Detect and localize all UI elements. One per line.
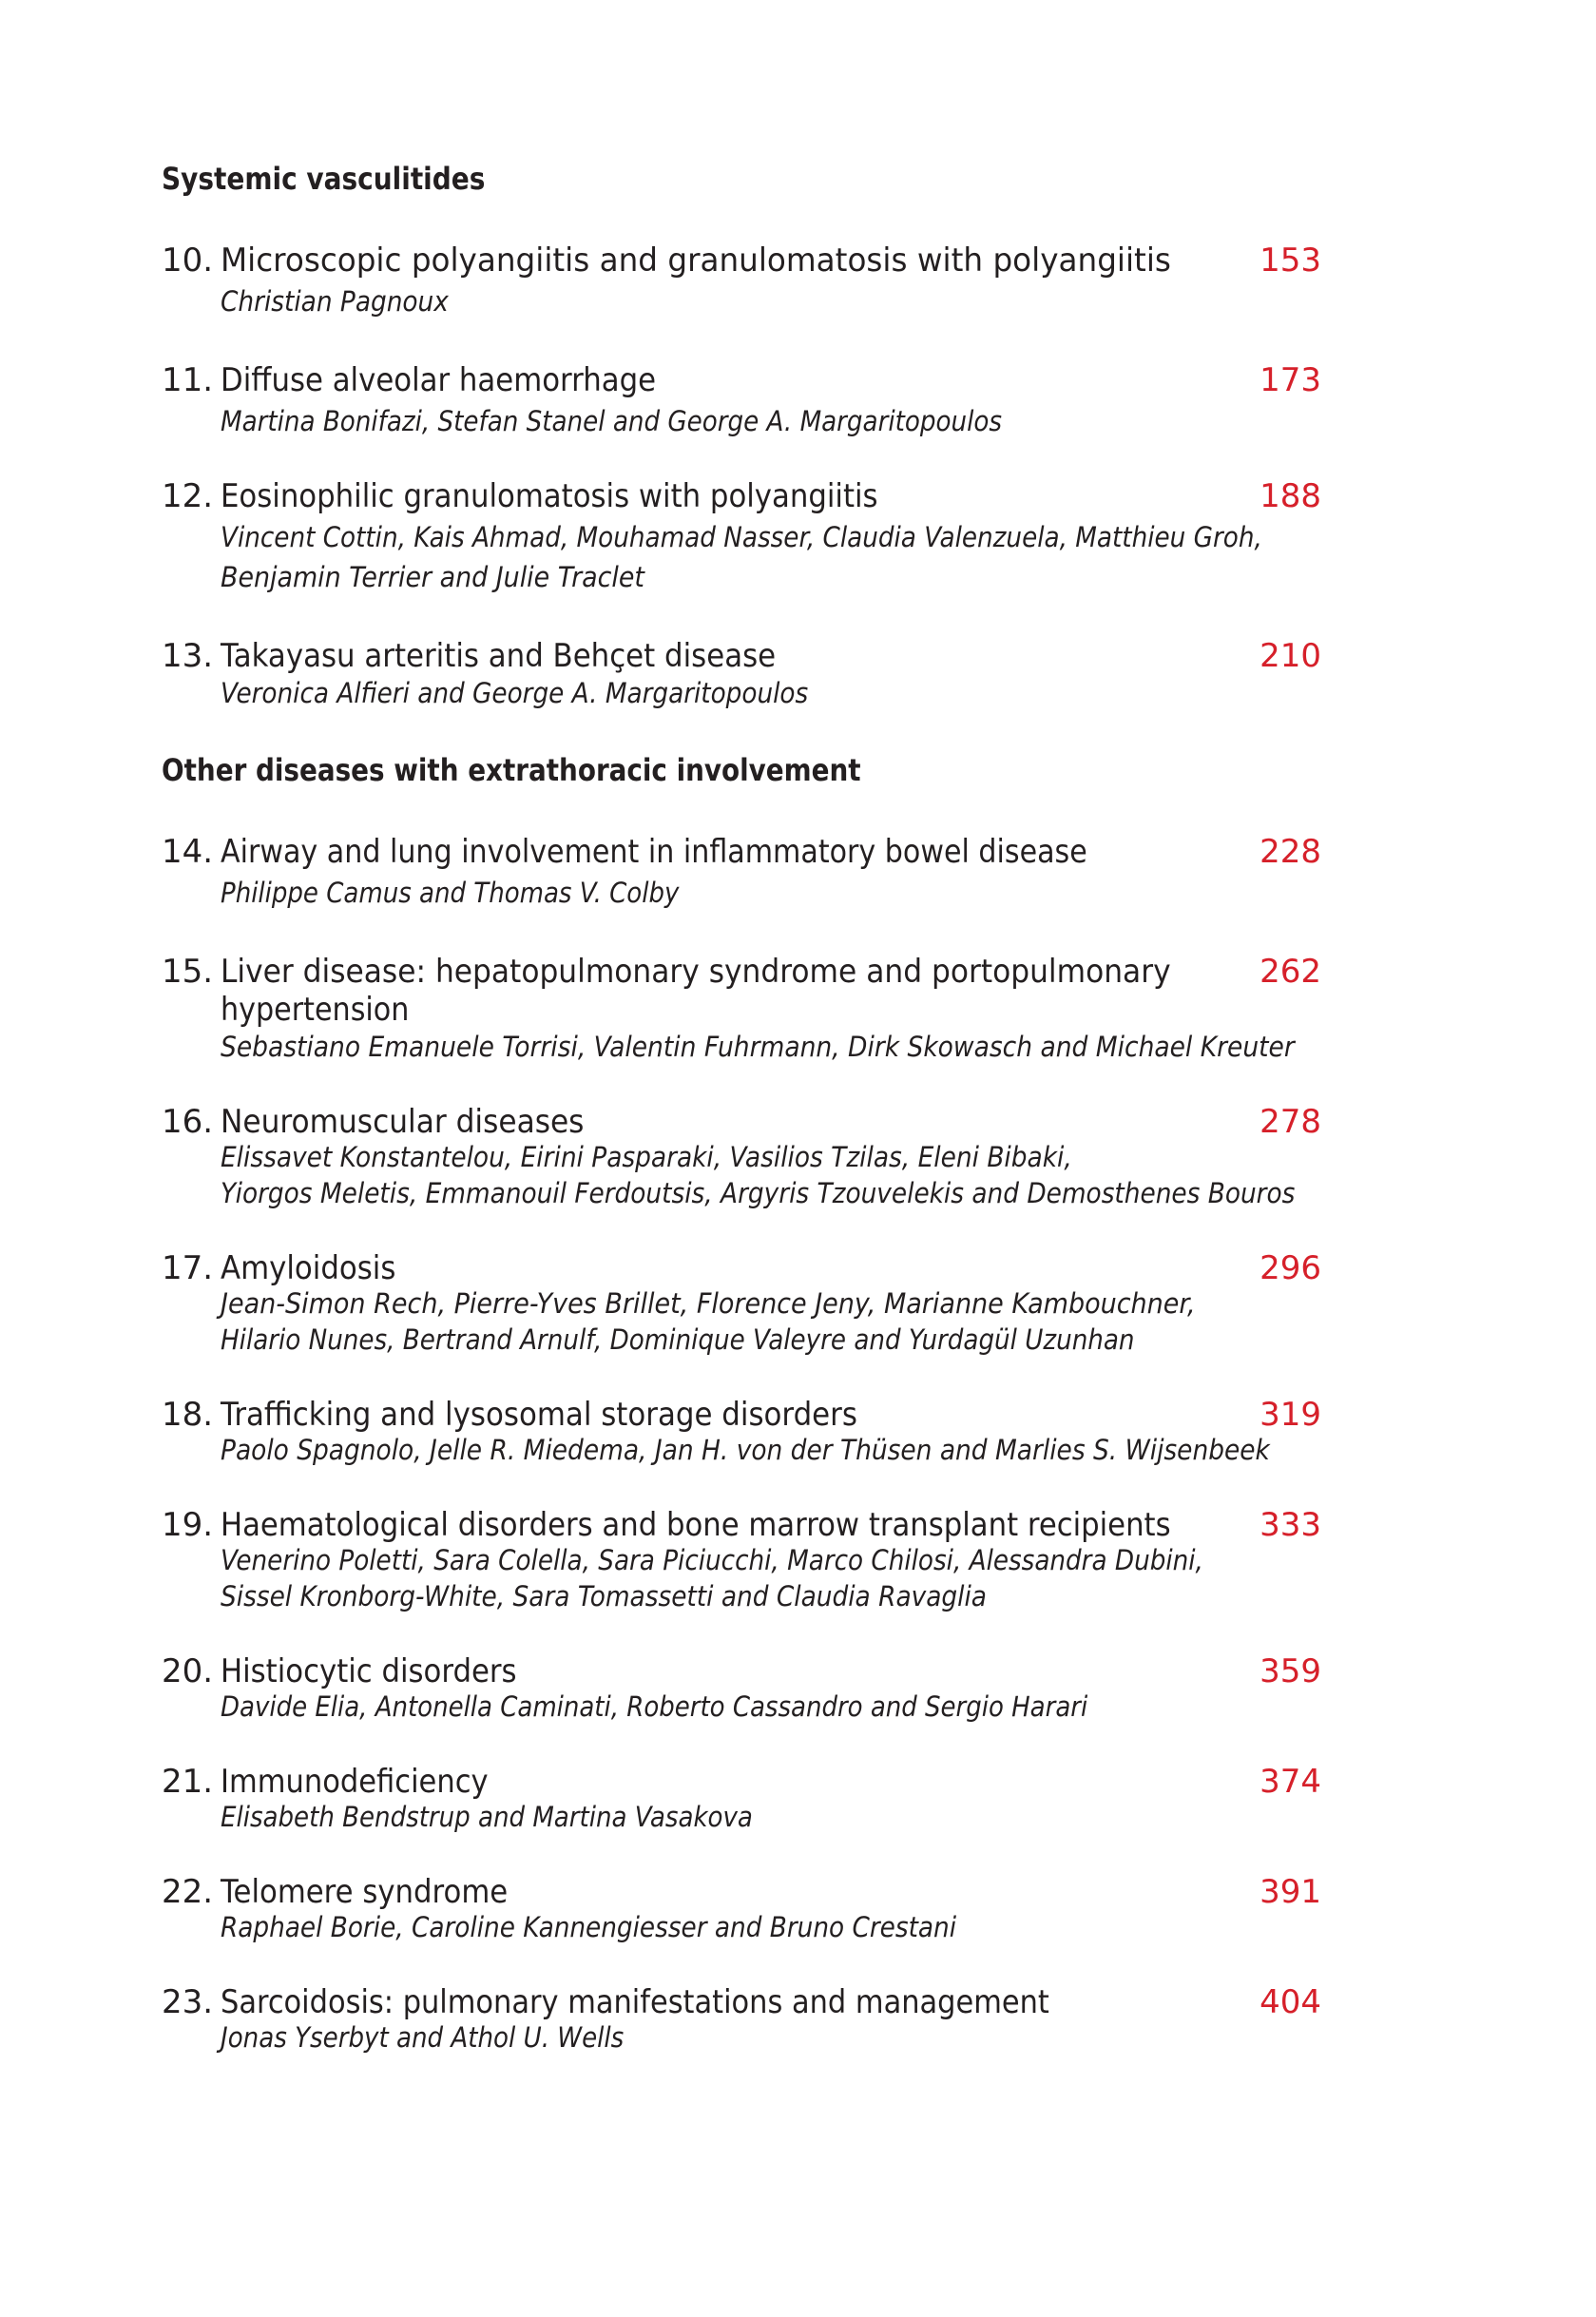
entry-authors: Jonas Yserbyt and Athol U. Wells: [221, 2021, 625, 2054]
entry-title: Takayasu arteritis and Behçet disease: [221, 637, 777, 675]
section-heading-systemic-vasculitides: Systemic vasculitides: [162, 161, 486, 197]
entry-authors-line-1: Vincent Cottin, Kais Ahmad, Mouhamad Nasser, Claudia Valenzuela, Matthieu Groh,: [221, 521, 1262, 553]
entry-authors: Elisabeth Bendstrup and Martina Vasakova: [221, 1801, 753, 1833]
entry-number: 17.: [162, 1249, 214, 1287]
entry-number: 14.: [162, 833, 214, 871]
entry-title-line-2: hypertension: [221, 991, 410, 1029]
entry-page-number: 173: [1259, 361, 1321, 399]
entry-title-line-1: Liver disease: hepatopulmonary syndrome and portopulmonary: [221, 953, 1171, 991]
entry-page-number: 333: [1259, 1506, 1321, 1544]
entry-title: Microscopic polyangiitis and granulomatosis with polyangiitis: [221, 241, 1171, 280]
entry-number: 20.: [162, 1652, 214, 1690]
entry-page-number: 391: [1259, 1873, 1321, 1911]
entry-title: Eosinophilic granulomatosis with polyangiitis: [221, 477, 878, 515]
table-of-contents-page: [162, 0, 1388, 2317]
entry-authors-line-2: Sissel Kronborg-White, Sara Tomassetti and Claudia Ravaglia: [221, 1580, 987, 1612]
entry-page-number: 188: [1259, 477, 1321, 515]
entry-authors: Christian Pagnoux: [221, 285, 449, 318]
entry-authors: Philippe Camus and Thomas V. Colby: [221, 877, 680, 909]
entry-page-number: 404: [1259, 1983, 1321, 2021]
entry-authors: Davide Elia, Antonella Caminati, Roberto Cassandro and Sergio Harari: [221, 1690, 1088, 1723]
entry-number: 19.: [162, 1506, 214, 1544]
entry-title: Amyloidosis: [221, 1249, 396, 1287]
entry-authors-line-1: Venerino Poletti, Sara Colella, Sara Piciucchi, Marco Chilosi, Alessandra Dubini,: [221, 1544, 1203, 1576]
entry-page-number: 278: [1259, 1103, 1321, 1141]
entry-title: Haematological disorders and bone marrow transplant recipients: [221, 1506, 1171, 1544]
entry-authors-line-1: Jean-Simon Rech, Pierre-Yves Brillet, Florence Jeny, Marianne Kambouchner,: [221, 1287, 1196, 1320]
entry-page-number: 228: [1259, 833, 1321, 871]
entry-authors: Veronica Alfieri and George A. Margaritopoulos: [221, 677, 809, 709]
entry-number: 22.: [162, 1873, 214, 1911]
entry-number: 16.: [162, 1103, 214, 1141]
entry-number: 12.: [162, 477, 214, 515]
entry-authors-line-2: Hilario Nunes, Bertrand Arnulf, Dominique Valeyre and Yurdagül Uzunhan: [221, 1323, 1135, 1356]
entry-title: Immunodeficiency: [221, 1763, 489, 1801]
entry-title: Trafficking and lysosomal storage disorders: [221, 1396, 857, 1434]
entry-title: Airway and lung involvement in inflammatory bowel disease: [221, 833, 1087, 871]
entry-number: 18.: [162, 1396, 214, 1434]
entry-number: 23.: [162, 1983, 214, 2021]
entry-title: Diffuse alveolar haemorrhage: [221, 361, 657, 399]
entry-number: 21.: [162, 1763, 214, 1801]
entry-title: Neuromuscular diseases: [221, 1103, 585, 1141]
entry-authors: Raphael Borie, Caroline Kannengiesser and Bruno Crestani: [221, 1911, 957, 1943]
entry-number: 13.: [162, 637, 214, 675]
entry-page-number: 359: [1259, 1652, 1321, 1690]
entry-number: 15.: [162, 953, 214, 991]
entry-number: 10.: [162, 241, 214, 280]
entry-page-number: 319: [1259, 1396, 1321, 1434]
entry-authors: Martina Bonifazi, Stefan Stanel and George A. Margaritopoulos: [221, 405, 1002, 437]
entry-number: 11.: [162, 361, 214, 399]
entry-authors-line-1: Elissavet Konstantelou, Eirini Pasparaki, Vasilios Tzilas, Eleni Bibaki,: [221, 1141, 1072, 1173]
entry-title: Histiocytic disorders: [221, 1652, 517, 1690]
entry-title: Telomere syndrome: [221, 1873, 509, 1911]
entry-page-number: 296: [1259, 1249, 1321, 1287]
entry-page-number: 210: [1259, 637, 1321, 675]
entry-page-number: 262: [1259, 953, 1321, 991]
entry-page-number: 153: [1259, 241, 1321, 280]
entry-page-number: 374: [1259, 1763, 1321, 1801]
entry-authors: Sebastiano Emanuele Torrisi, Valentin Fuhrmann, Dirk Skowasch and Michael Kreuter: [221, 1031, 1295, 1063]
entry-authors: Paolo Spagnolo, Jelle R. Miedema, Jan H. von der Thüsen and Marlies S. Wijsenbeek: [221, 1434, 1270, 1466]
entry-title: Sarcoidosis: pulmonary manifestations and management: [221, 1983, 1049, 2021]
entry-authors-line-2: Benjamin Terrier and Julie Traclet: [221, 561, 644, 593]
section-heading-other-diseases: Other diseases with extrathoracic involvement: [162, 752, 861, 788]
entry-authors-line-2: Yiorgos Meletis, Emmanouil Ferdoutsis, Argyris Tzouvelekis and Demosthenes Bouros: [221, 1177, 1296, 1209]
